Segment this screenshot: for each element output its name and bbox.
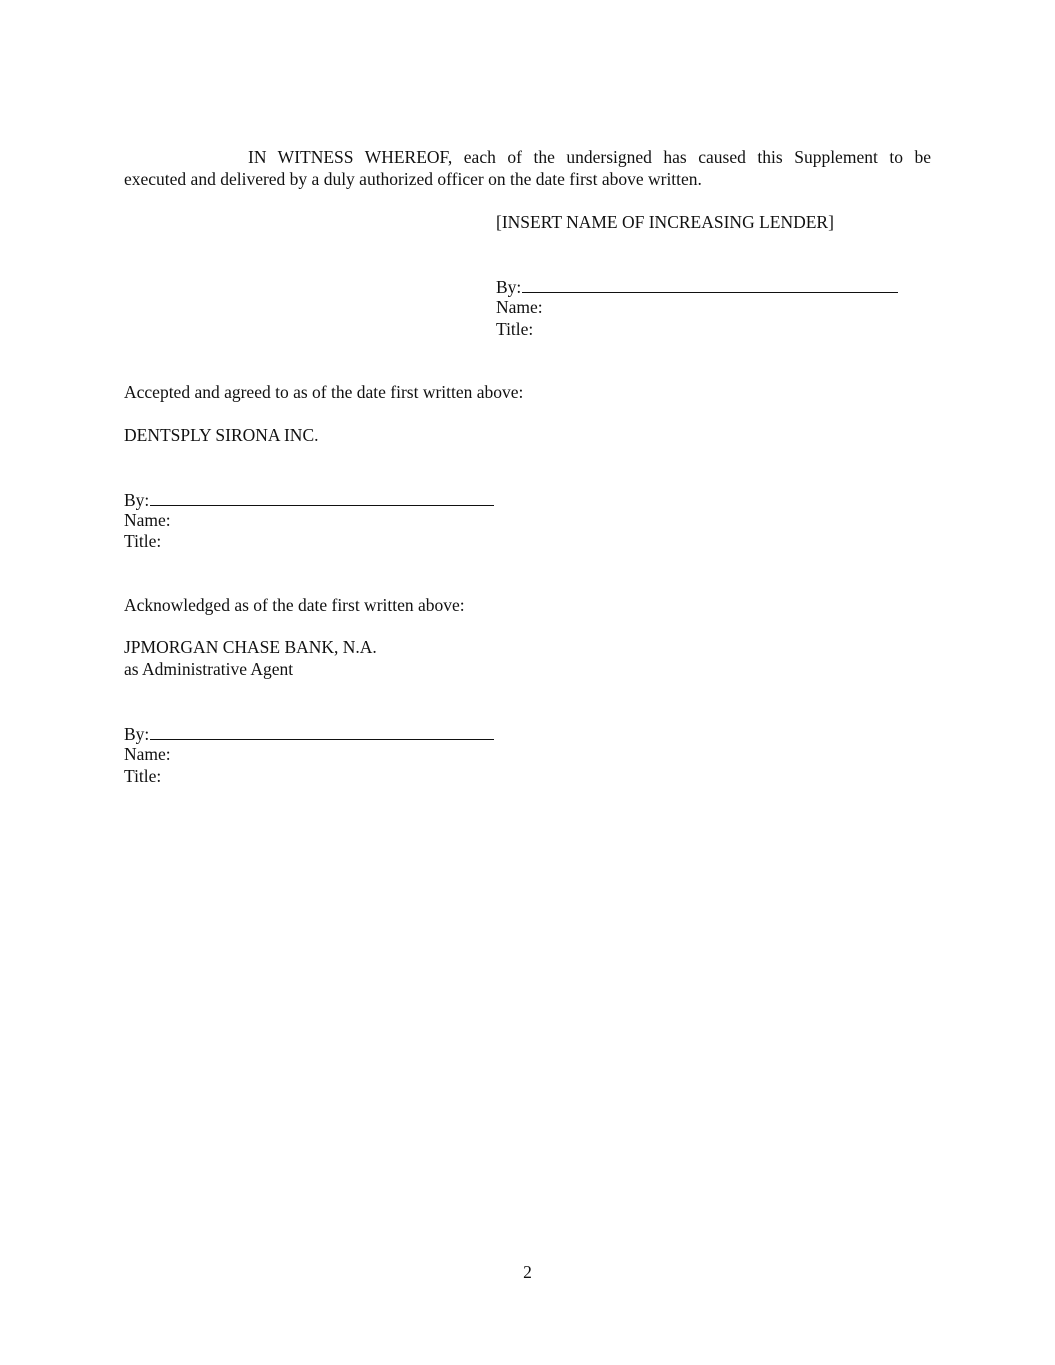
agent-role: as Administrative Agent bbox=[124, 659, 294, 679]
agent-by-row bbox=[124, 721, 494, 745]
agent-by-label: By: bbox=[124, 724, 150, 744]
borrower-by-label: By: bbox=[124, 490, 150, 510]
lender-name-label: Name: bbox=[496, 297, 543, 317]
agent-name-label: Name: bbox=[124, 744, 171, 764]
borrower-name-label: Name: bbox=[124, 510, 171, 530]
witness-paragraph bbox=[124, 146, 931, 190]
borrower-title-label: Title: bbox=[124, 531, 162, 551]
agent-signature-line[interactable] bbox=[150, 721, 494, 740]
borrower-name: DENTSPLY SIRONA INC. bbox=[124, 425, 319, 445]
agent-intro: Acknowledged as of the date first written above: bbox=[124, 595, 465, 615]
lender-by-label: By: bbox=[496, 277, 522, 297]
agent-title-label: Title: bbox=[124, 766, 162, 786]
lender-title-label: Title: bbox=[496, 319, 534, 339]
agent-name: JPMORGAN CHASE BANK, N.A. bbox=[124, 637, 377, 657]
borrower-by-row bbox=[124, 487, 494, 511]
borrower-signature-line[interactable] bbox=[150, 487, 494, 506]
page-number: 2 bbox=[523, 1262, 532, 1282]
lender-by-row bbox=[496, 274, 898, 298]
witness-line-2: executed and delivered by a duly authorized officer on the date first above written. bbox=[124, 169, 702, 189]
witness-line-1: IN WITNESS WHEREOF, each of the undersigned has caused this Supplement to be bbox=[248, 147, 931, 167]
borrower-intro: Accepted and agreed to as of the date first written above: bbox=[124, 382, 524, 402]
lender-name: [INSERT NAME OF INCREASING LENDER] bbox=[496, 212, 834, 232]
lender-signature-line[interactable] bbox=[522, 274, 898, 293]
